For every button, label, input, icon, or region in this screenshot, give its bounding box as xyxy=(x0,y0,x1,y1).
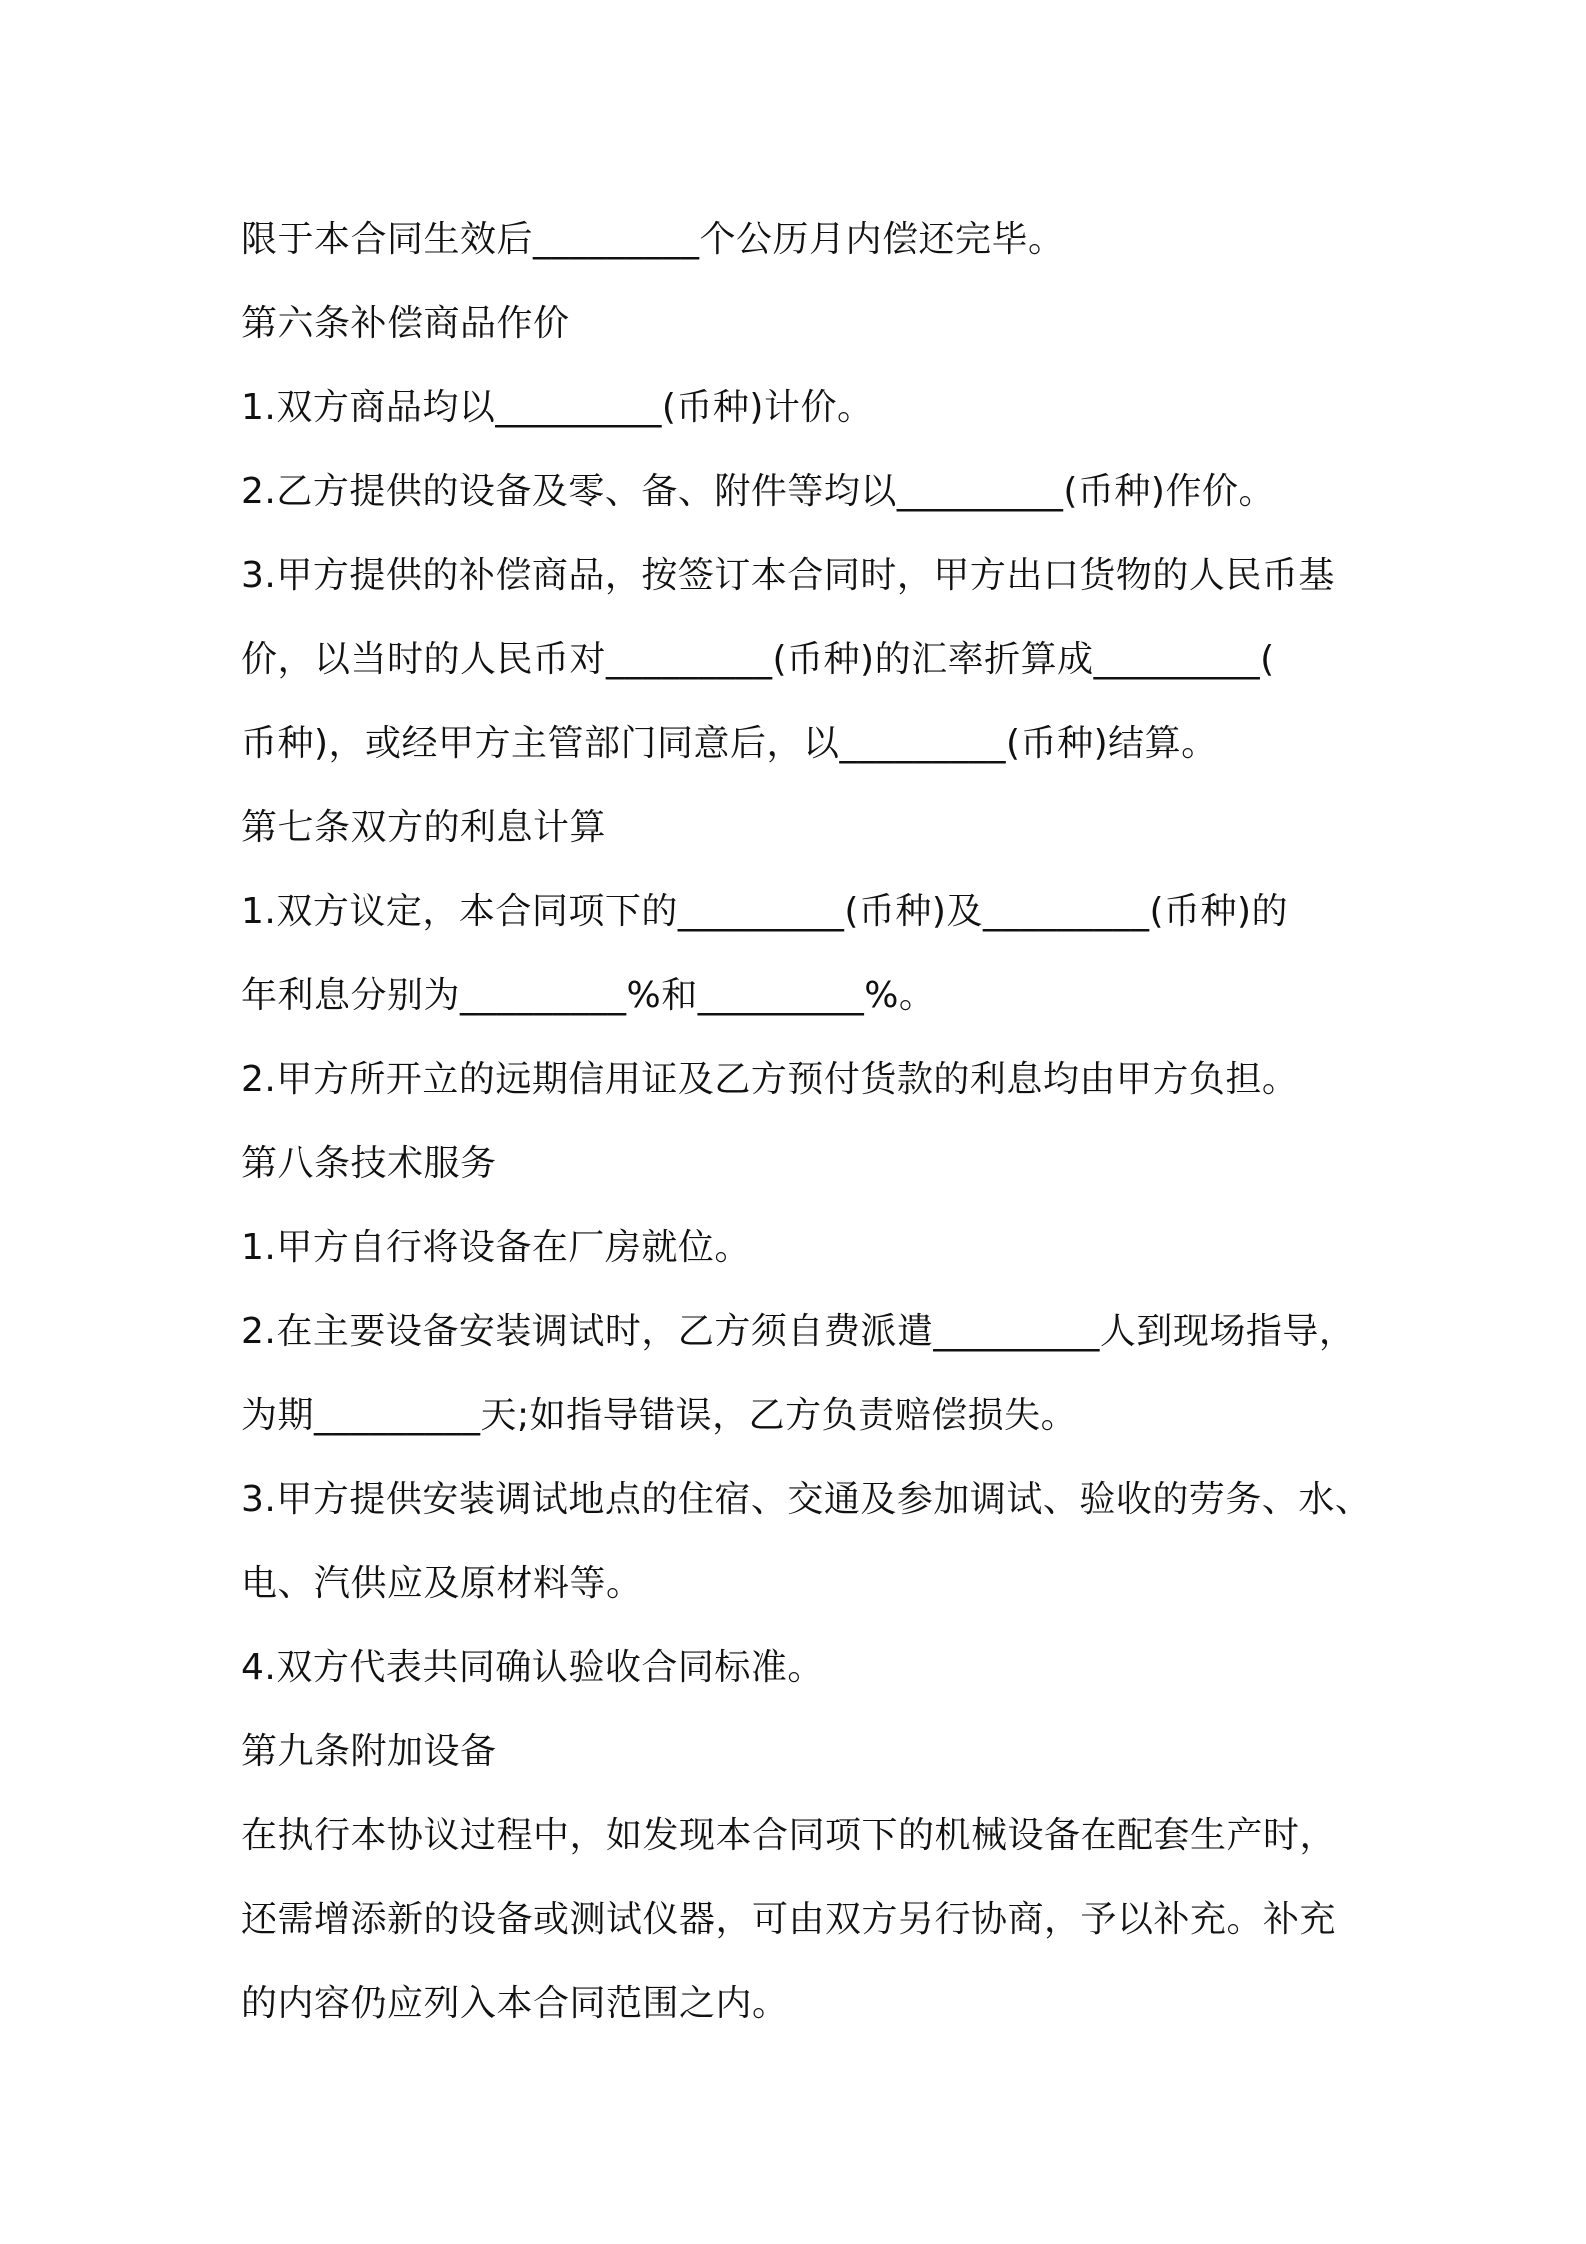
document-body xyxy=(241,198,1381,2046)
section-heading-8: 第八条技术服务 xyxy=(241,1143,497,1184)
text-line: 为期_________天;如指导错误，乙方负责赔偿损失。 xyxy=(241,1395,1078,1436)
text-line: 4.双方代表共同确认验收合同标准。 xyxy=(241,1647,824,1688)
text-line: 价，以当时的人民币对_________(币种)的汇率折算成_________( xyxy=(241,639,1275,680)
text-line: 2.乙方提供的设备及零、备、附件等均以_________(币种)作价。 xyxy=(241,471,1275,512)
section-heading-7: 第七条双方的利息计算 xyxy=(241,807,607,848)
section-heading-6: 第六条补偿商品作价 xyxy=(241,303,570,344)
text-line: 2.在主要设备安装调试时，乙方须自费派遣_________人到现场指导， xyxy=(241,1311,1356,1352)
text-line: 限于本合同生效后_________个公历月内偿还完毕。 xyxy=(241,219,1065,260)
text-line: 在执行本协议过程中，如发现本合同项下的机械设备在配套生产时， xyxy=(241,1815,1337,1856)
text-line: 3.甲方提供的补偿商品，按签订本合同时，甲方出口货物的人民币基 xyxy=(241,555,1335,596)
text-line: 1.双方商品均以_________(币种)计价。 xyxy=(241,387,874,428)
text-line: 3.甲方提供安装调试地点的住宿、交通及参加调试、验收的劳务、水、 xyxy=(241,1479,1372,1520)
text-line: 2.甲方所开立的远期信用证及乙方预付货款的利息均由甲方负担。 xyxy=(241,1059,1299,1100)
text-line: 电、汽供应及原材料等。 xyxy=(241,1563,643,1604)
text-line: 年利息分别为_________%和_________%。 xyxy=(241,975,936,1016)
text-line: 1.双方议定，本合同项下的_________(币种)及_________(币种)的 xyxy=(241,891,1289,932)
section-heading-9: 第九条附加设备 xyxy=(241,1731,497,1772)
text-line: 1.甲方自行将设备在厂房就位。 xyxy=(241,1227,751,1268)
text-line: 还需增添新的设备或测试仪器，可由双方另行协商，予以补充。补充 xyxy=(241,1899,1337,1940)
text-line: 币种)，或经甲方主管部门同意后，以_________(币种)结算。 xyxy=(241,723,1218,764)
text-line: 的内容仍应列入本合同范围之内。 xyxy=(241,1983,789,2024)
